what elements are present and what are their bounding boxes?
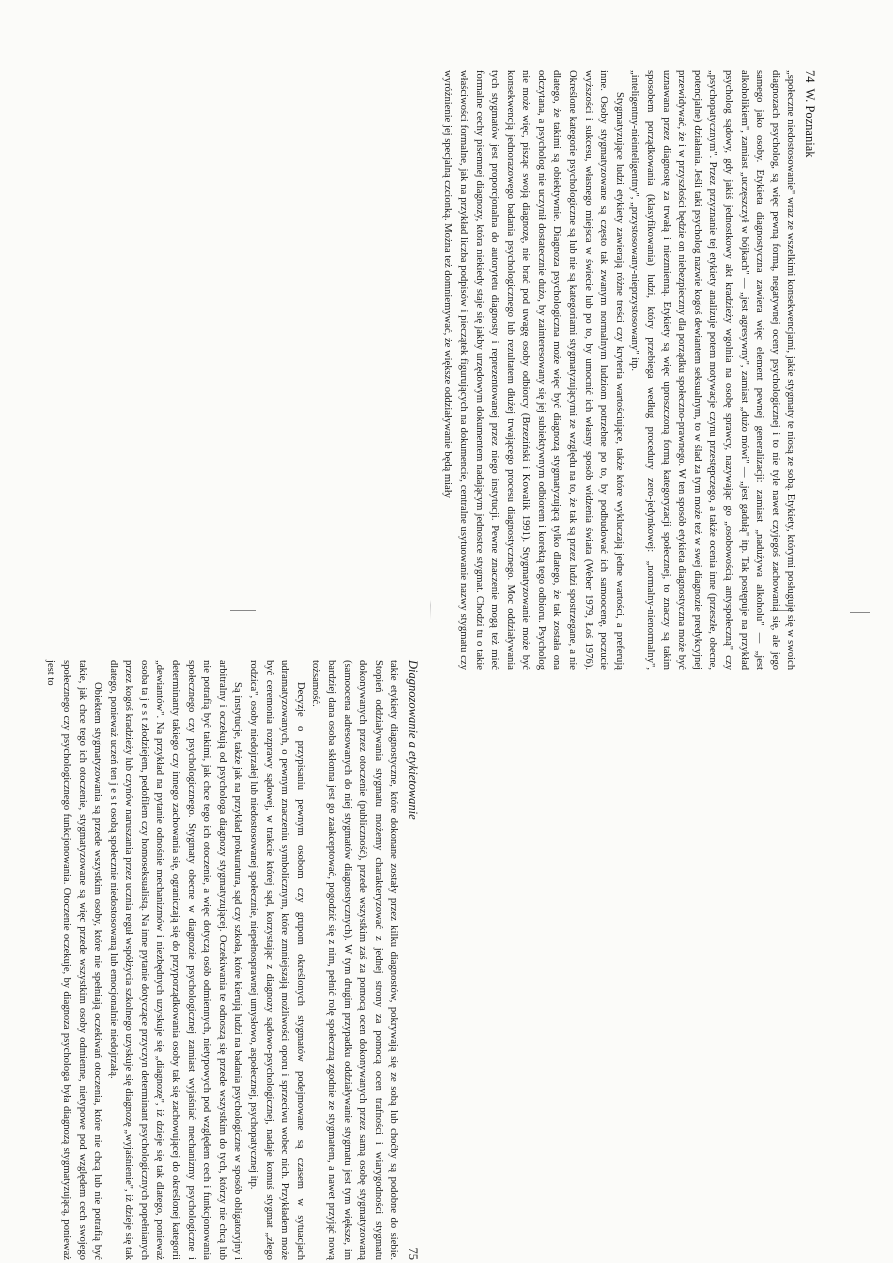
scan-artifact	[850, 612, 870, 613]
right-paragraph-2: Decyzje o przypisaniu pewnym osobom czy grupom określonych stygmatów podejmowane są czasem w sytuacjach udramatyzowanych, o pewnym znaczeniu symbolicznym, które zmniejszają możliwości oporu i sprzeciwu wobec nich. Przykładem może być ceremonia rozprawy sądowej, w trakcie której sąd, korzystając z diagnozy sądowo-psychologicznej, nadaje komuś stygmat „złego rodzica", osoby niedojrzałej lub niedostosowanej społecznie, niepełnosprawnej umysłowo, aspołecznej, psychopatycznej itp.	[248, 660, 306, 1260]
left-paragraph-2: Stygmatyzujące ludzi etykiety zawierają różne treści czy kryteria wartościujące, także które wykluczają jedne wartości, a preferują inne. Osoby stygmatyzowane są często tak zwanym normalnym ludziom potrzebne po to, by podbudować ich samoocenę, poczucie wyższości i sukcesu, własnego miejsca w świecie lub po to, by umocnić ich własny sposób widzenia świata (Weber 1979, Łoś 1976). Określone kategorie psychologiczne są lub nie są kategoriami stygmatyzującymi ze względu na to, że tak są przez ludzi spostrzegane, a nie dlatego, że takimi są obiektywnie. Diagnoza psychologiczna może więc być diagnozą stygmatyzującą tylko dlatego, że tak została ona odczytana, a psycholog nie uczynił dostatecznie dużo, by zainteresowany się jej subiektywnym odbiorem i korektą tego odbioru. Psycholog nie może więc, pisząc swoją diagnozę, nie brać pod uwagę osoby odbiorcy (Brzeziński i Kowalik 1991). Stygmatyzowanie może być konsekwencją jednorazowego badania psychologicznego lub rezultatem dłużej trwającego procesu diagnostycznego. Moc oddziaływania tych stygmatów jest proporcjonalna do autorytetu diagnosty i reprezentowanej przez niego instytucji. Pewne znaczenie mogą też mieć formalne cechy pisemnej diagnozy, która niekiedy staje się jakby urzędowym dokumentem nadającym jednostce stygmat. Chodzi tu o takie właściwości formalne, jak na przykład liczba podpisów i pieczątek figurujących na dokumencie, centralne usytuowanie nazwy stygmatu czy wyróżnienie jej specjalną czcionką. Można też domniemywać, że większe oddziaływanie będą miały	[442, 70, 625, 670]
left-header	[801, 70, 817, 158]
right-paragraph-1: takie etykiety diagnostyczne, które dokonane zostały przez kilku diagnostów, pokrywają się ze sobą lub choćby są podobne do siebie. Stopień oddziaływania stygmatu możemy charakteryzować z jednej strony za pomocą ocen trafności i wiarygodności stygmatu dokonywanych przez otoczenie (publiczność), przede wszystkim zaś za pomocą ocen dokonywanych przez samą osobę stygmatyzowaną (samoocena adresowanych do niej stygmatów diagnostycznych). W tym drugim przypadku oddziaływanie stygmatu jest tym większe, im bardziej dana osoba skłonna jest go zaakceptować, pogodzić się z nim, pełnić rolę społeczną zgodnie ze stygmatem, a nawet przyjąć nową tożsamość.	[310, 660, 400, 1260]
book-gutter	[430, 0, 431, 1263]
left-running-head	[801, 70, 817, 670]
right-paragraph-4: Obiektem stygmatyzowania są przede wszystkim osoby, które nie spełniają oczekiwań otoczenia, które nie chcą lub nie potrafią być takie, jak chce tego ich otoczenie, stygmatyzowane są więc przede wszystkim osoby odmienne, nietypowe pod względem cech swojego społecznego czy psychologicznego funkcjonowania. Otoczenie oczekuje, by diagnoza psychologa była diagnozą stygmatyzującą, ponieważ jest to	[45, 660, 104, 1260]
right-running-head-text: Diagnozowanie a etykietowanie	[406, 660, 420, 820]
scan-artifact	[230, 610, 256, 611]
left-running-head-text: W. Poznaniak	[803, 88, 817, 158]
left-page-number: 74	[803, 70, 817, 83]
right-page	[20, 660, 420, 1260]
left-paragraph-1: „społeczne niedostosowanie" wraz ze wszelkimi konsekwencjami, jakie stygmaty te niosą ze sobą. Etykiety, którymi posługuje się w swoich diagnozach psycholog, są więc pewną formą, negatywnej oceny psychologicznej i to nie tyle nawet czyjegoś zachowania się, ale jego samego jako osoby. Etykieta diagnostyczna zawiera więc element pewnej generalizacji: zamiast „nadużywa alkoholu" — „jest alkoholikiem", zamiast „uczęszczył w bójkach" — „jest agresywny", zamiast „dużo mówi" — „jest gadułą" itp. Tak postępuje na przykład psycholog sądowy, gdy jakiś jednostkowy akt kradzieży wgolnia na osobę sprawcy, nazywając go „osobowością antyspołeczną" czy „psychopatycznym". Przez przyznanie tej etykiety analizuje potem motywacje czynu przestępczego, a także ocenia inne (przeszłe, obecne, potencjalne) działania. Jeśli taki psycholog nazwie kogoś dewiantem seksualnym, to w ślad za tym może też w swej diagnozie predykcyjnej przewidywać, że i w przyszłości będzie on niebezpieczny dla porządku społeczno-prawnego. W ten sposób etykieta diagnostyczna może być uznawana przez diagnostę za trwałą i niezmienną. Etykiety są więc uproszczoną formą kategoryzacji społecznej, to znaczy są takim sposobem porządkowania (klasyfikowania) ludzi, który przebiega według procedury zero-jedynkowej: „normalny-nienormalny", „inteligentny-nieinteligentny", „przystosowany-nieprzystosowany" itp.	[629, 70, 797, 670]
right-paragraph-3: Są instytucje, także jak na przykład prokuratura, sąd czy szkoła, które kierują ludzi na badania psychologiczne w sposób obligatoryjny i arbitralny i oczekują od psychologa diagnozy stygmatyzującej. Oczekiwania te odnoszą się przede wszystkim do tych, którzy nie chcą lub nie potrafią być takimi, jak chce tego ich otoczenie, a więc dotyczą osób odmiennych, nietypowych pod względem cech i funkcjonowania społecznego czy psychologicznego. Stygmaty obecne w diagnozie psychologicznej zamiast wyjaśniać mechanizmy psychologiczne i determinanty takiego czy innego zachowania się, ograniczają się do przyporządkowania osoby tak się zachowującej do określonej kategorii „dewiantów". Na przykład na pytanie odnośnie mechanizmów i niezbędnych uzyskuje się „diagnozę", iż dzieje się tak dlatego, ponieważ osoba ta j e s t złodziejem, pedofilem czy homoseksualistą. Na inne pytanie dotyczące przyczyn determinant psychologicznych popełnianych przez kogoś kradzieży lub czynów naruszania przez ucznia reguł współżycia szkolnego uzyskuje się diagnozę „wyjaśnienie", iż dzieje się tak dlatego, ponieważ uczeń ten j e s t osobą społecznie niedostosowaną lub emocjonalnie niedojrzałą.	[107, 660, 244, 1260]
right-running-head	[404, 660, 420, 1260]
right-page-number: 75	[406, 1247, 420, 1260]
left-page	[432, 70, 817, 670]
